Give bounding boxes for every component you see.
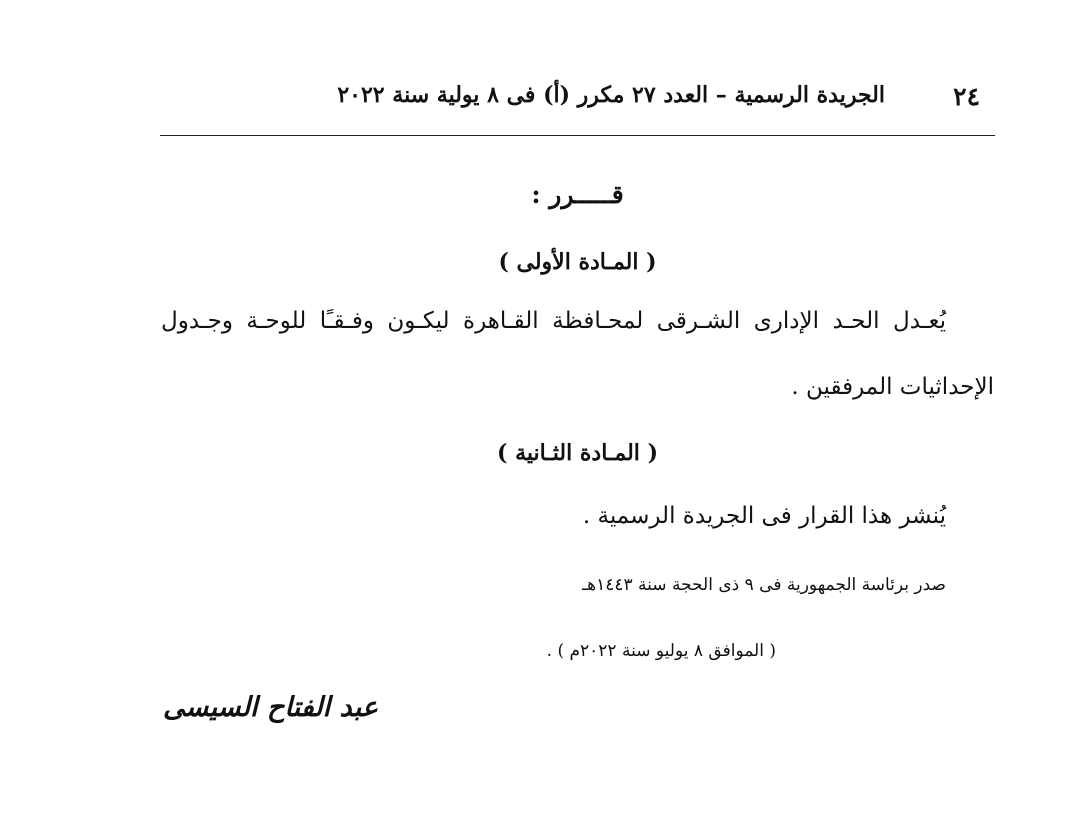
article-1-text-line-1: يُعـدل الحـد الإدارى الشـرقى لمحـافظة القـاهرة ليكـون وفـقـًا للوحـة وجـدول [161, 308, 946, 334]
page-number: ٢٤ [953, 82, 980, 111]
header-divider [160, 135, 995, 136]
page-header [160, 78, 980, 118]
decision-heading: قـــــرر : [531, 180, 624, 209]
signature-name: عبد الفتاح السيسى [163, 692, 378, 723]
article-2-heading: ( المـادة الثـانية ) [497, 440, 658, 466]
gazette-header-title: الجريدة الرسمية – العدد ٢٧ مكرر (أ) فى ٨ يولية سنة ٢٠٢٢ [337, 82, 885, 108]
issued-date-line: ( الموافق ٨ يوليو سنة ٢٠٢٢م ) . [546, 641, 776, 661]
article-2-text: يُنشر هذا القرار فى الجريدة الرسمية . [582, 503, 946, 529]
issued-at-line: صدر برئاسة الجمهورية فى ٩ ذى الحجة سنة ١٤٤٣هـ [582, 575, 946, 595]
article-1-text-line-2: الإحداثيات المرفقين . [791, 374, 994, 400]
article-1-heading: ( المـادة الأولى ) [498, 249, 657, 275]
